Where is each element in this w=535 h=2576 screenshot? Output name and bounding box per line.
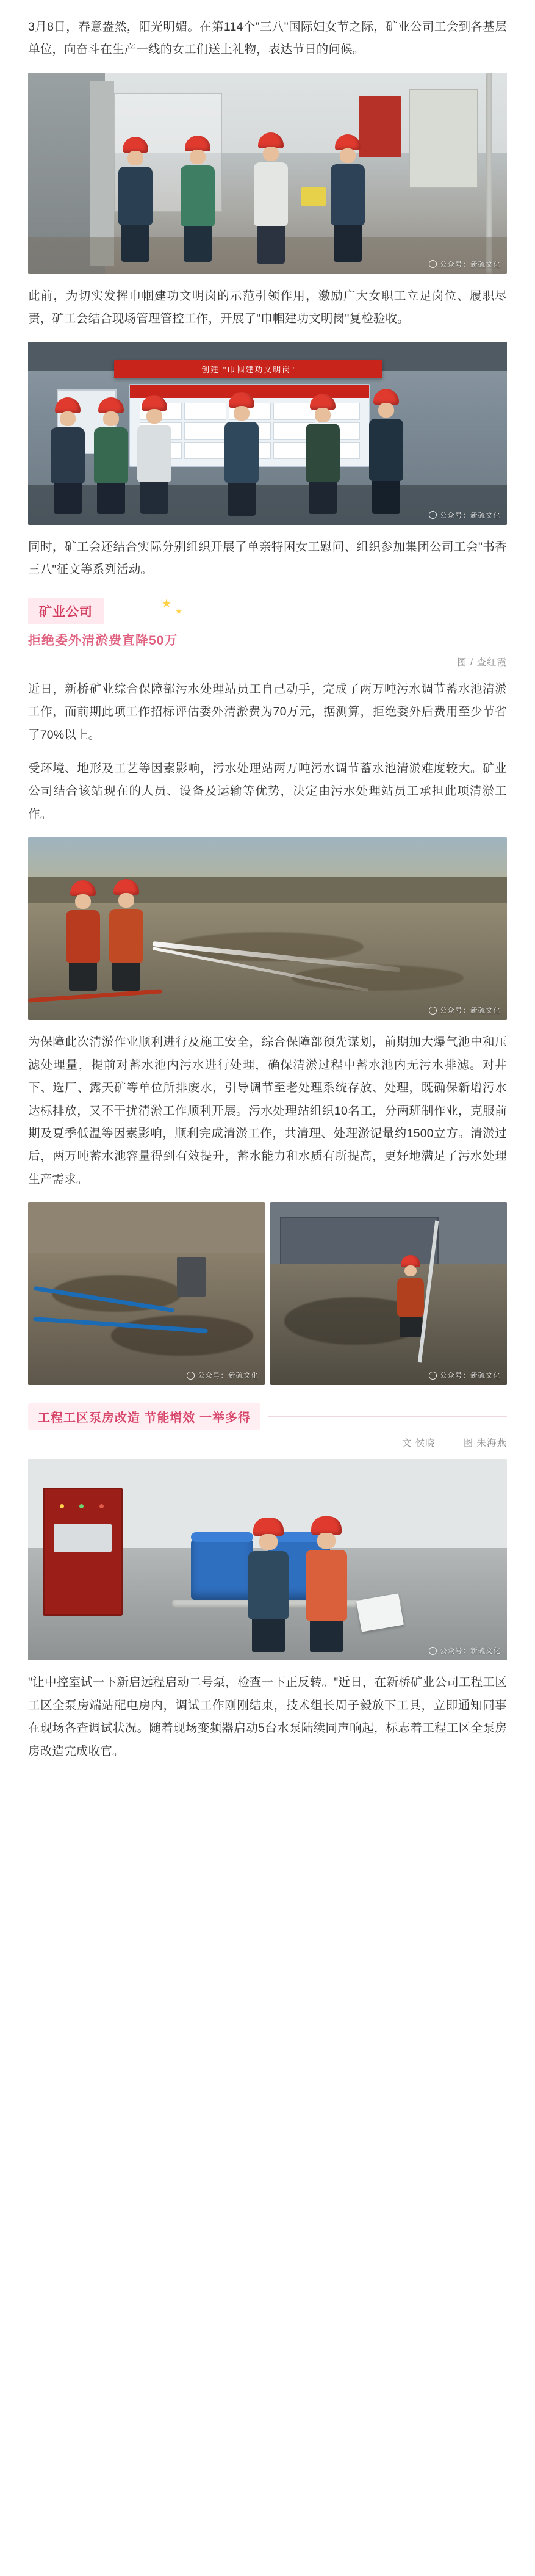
section-text-block-3	[0, 536, 535, 582]
watermark	[429, 1005, 501, 1015]
person-figure	[134, 395, 175, 514]
person-figure	[243, 1518, 293, 1652]
watermark	[429, 510, 501, 520]
person-figure	[364, 389, 409, 514]
photo-stairwell-gift	[28, 73, 507, 274]
photo-scene	[270, 1202, 507, 1385]
watermark-text: 公众号：新硫文化	[440, 261, 501, 269]
photo-sludge-pit-left	[28, 1202, 265, 1385]
photo-sludge-flushing	[28, 837, 507, 1020]
section-header-pump-room	[0, 1403, 535, 1449]
photo-scene	[28, 837, 507, 1020]
photo-scene	[28, 342, 507, 525]
photo-2-wrap	[0, 342, 535, 525]
photo-pair	[28, 1202, 507, 1385]
person-figure	[62, 880, 104, 991]
watermark-text: 公众号：新硫文化	[440, 1007, 501, 1015]
watermark-logo-icon	[187, 1372, 195, 1380]
watermark-logo-icon	[429, 1372, 437, 1380]
paragraph-2: 此前，为切实发挥巾帼建功文明岗的示范引领作用，激励广大女职工立足岗位、履职尽责，矿工会结合现场管理管控工作，开展了"巾帼建功文明岗"复检验收。	[28, 289, 507, 326]
paragraph-3: 同时，矿工会还结合实际分别组织开展了单亲特困女工慰问、组织参加集团公司工会"书香三八"征文等系列活动。	[28, 540, 507, 577]
watermark-text: 公众号：新硫文化	[440, 1372, 501, 1380]
control-panel	[43, 1488, 123, 1616]
photo-scene	[28, 1202, 265, 1385]
photographer-byline: 图 朱海燕	[463, 1438, 507, 1449]
photo-6-wrap	[0, 1459, 535, 1660]
paragraph-7: "让中控室试一下新启远程启动二号泵，检查一下正反转。"近日，在新桥矿业公司工程工区工区全泵房端站配电房内，调试工作刚刚结束，技术组长周子毅放下工具，立即通知同事在现场各查调试状况。随着现场变频器启动5台水泵陆续同声响起，标志着工程工区全泵房房改造完成收官。	[28, 1676, 507, 1758]
watermark-logo-icon	[429, 1007, 437, 1015]
paragraph-6: 为保障此次清淤作业顺利进行及施工安全，综合保障部预先谋划，前期加大爆气池中和压滤处理量，提前对蓄水池内污水进行处理，确保清淤过程中蓄水池内无污水排滤。对井下、选厂、露天矿等单位所排废水，引导调节至老处理系统存放、处理，既确保新增污水达标排放，又不干扰清淤工作顺利开展。污水处理站组织10名工，分两班制作业，克服前期及夏季低温等因素影响，顺利完成清淤工作，共清理、处理淤泥量约1500立方。清淤过后，两万吨蓄水池容量得到有效提升，蓄水能力和水质有所提高，更好地满足了污水处理生产需求。	[28, 1035, 507, 1186]
title-divider	[268, 1416, 507, 1417]
person-figure	[301, 394, 345, 514]
person-figure	[90, 397, 132, 514]
section-subtitle: 拒绝委外清淤费直降50万	[28, 633, 178, 648]
watermark-text: 公众号：新硫文化	[198, 1372, 259, 1380]
paragraph-1: 3月8日，春意盎然，阳光明媚。在第114个"三八"国际妇女节之际，矿业公司工会到各基层单位，向奋斗在生产一线的女工们送上礼物，表达节日的问候。	[28, 20, 507, 57]
person-figure	[325, 134, 370, 262]
section-label: 矿业公司	[28, 598, 104, 624]
person-figure	[248, 132, 293, 264]
person-figure	[105, 879, 148, 991]
author-byline: 文 侯晓	[401, 1438, 436, 1449]
watermark	[429, 1370, 501, 1380]
photo-bulletin-board-inspection	[28, 342, 507, 525]
byline-wrap-1	[0, 655, 535, 668]
watermark-text: 公众号：新硫文化	[440, 512, 501, 519]
photo-banner	[114, 360, 382, 378]
paragraph-5: 受环境、地形及工艺等因素影响，污水处理站两万吨污水调节蓄水池清淤难度较大。矿业公司结合该站现在的人员、设备及运输等优势，决定由污水处理站员工承担此项清淤工作。	[28, 761, 507, 821]
watermark	[429, 1646, 501, 1655]
person-figure	[47, 397, 88, 514]
photo-pair-wrap	[0, 1202, 535, 1385]
byline: 图 / 查红霞	[457, 657, 507, 668]
section-text-block-6	[0, 1671, 535, 1763]
watermark	[187, 1370, 259, 1380]
watermark-logo-icon	[429, 1647, 437, 1655]
person-figure	[114, 137, 157, 262]
star-icon	[162, 599, 171, 609]
person-figure	[176, 136, 219, 262]
photo-sludge-pit-right	[270, 1202, 507, 1385]
section-text-block-2	[0, 285, 535, 331]
intro-text-block	[0, 0, 535, 62]
watermark	[429, 259, 501, 269]
photo-1-wrap	[0, 73, 535, 274]
photo-banner-text: 创建 "巾帼建功文明岗"	[201, 365, 296, 375]
watermark-logo-icon	[429, 260, 437, 268]
section-title-bar	[28, 1403, 507, 1430]
section-text-block-4	[0, 678, 535, 827]
watermark-logo-icon	[429, 511, 437, 519]
photo-3-wrap	[0, 837, 535, 1020]
byline-row	[28, 1436, 507, 1449]
section-label: 工程工区泵房改造 节能增效 一举多得	[28, 1403, 260, 1430]
star-icon	[176, 609, 182, 615]
photo-scene	[28, 1459, 507, 1660]
section-text-block-5	[0, 1031, 535, 1191]
watermark-text: 公众号：新硫文化	[440, 1648, 501, 1655]
section-header-mining-company	[0, 598, 535, 649]
photo-pump-room-control	[28, 1459, 507, 1660]
person-figure	[301, 1516, 352, 1652]
person-figure	[220, 392, 264, 516]
paragraph-4: 近日，新桥矿业综合保障部污水处理站员工自己动手，完成了两万吨污水调节蓄水池清淤工作，而前期此项工作招标评估委外清淤费为70万元，据测算，拒绝委外后费用至少节省了70%以上。	[28, 682, 507, 742]
photo-scene	[28, 73, 507, 274]
